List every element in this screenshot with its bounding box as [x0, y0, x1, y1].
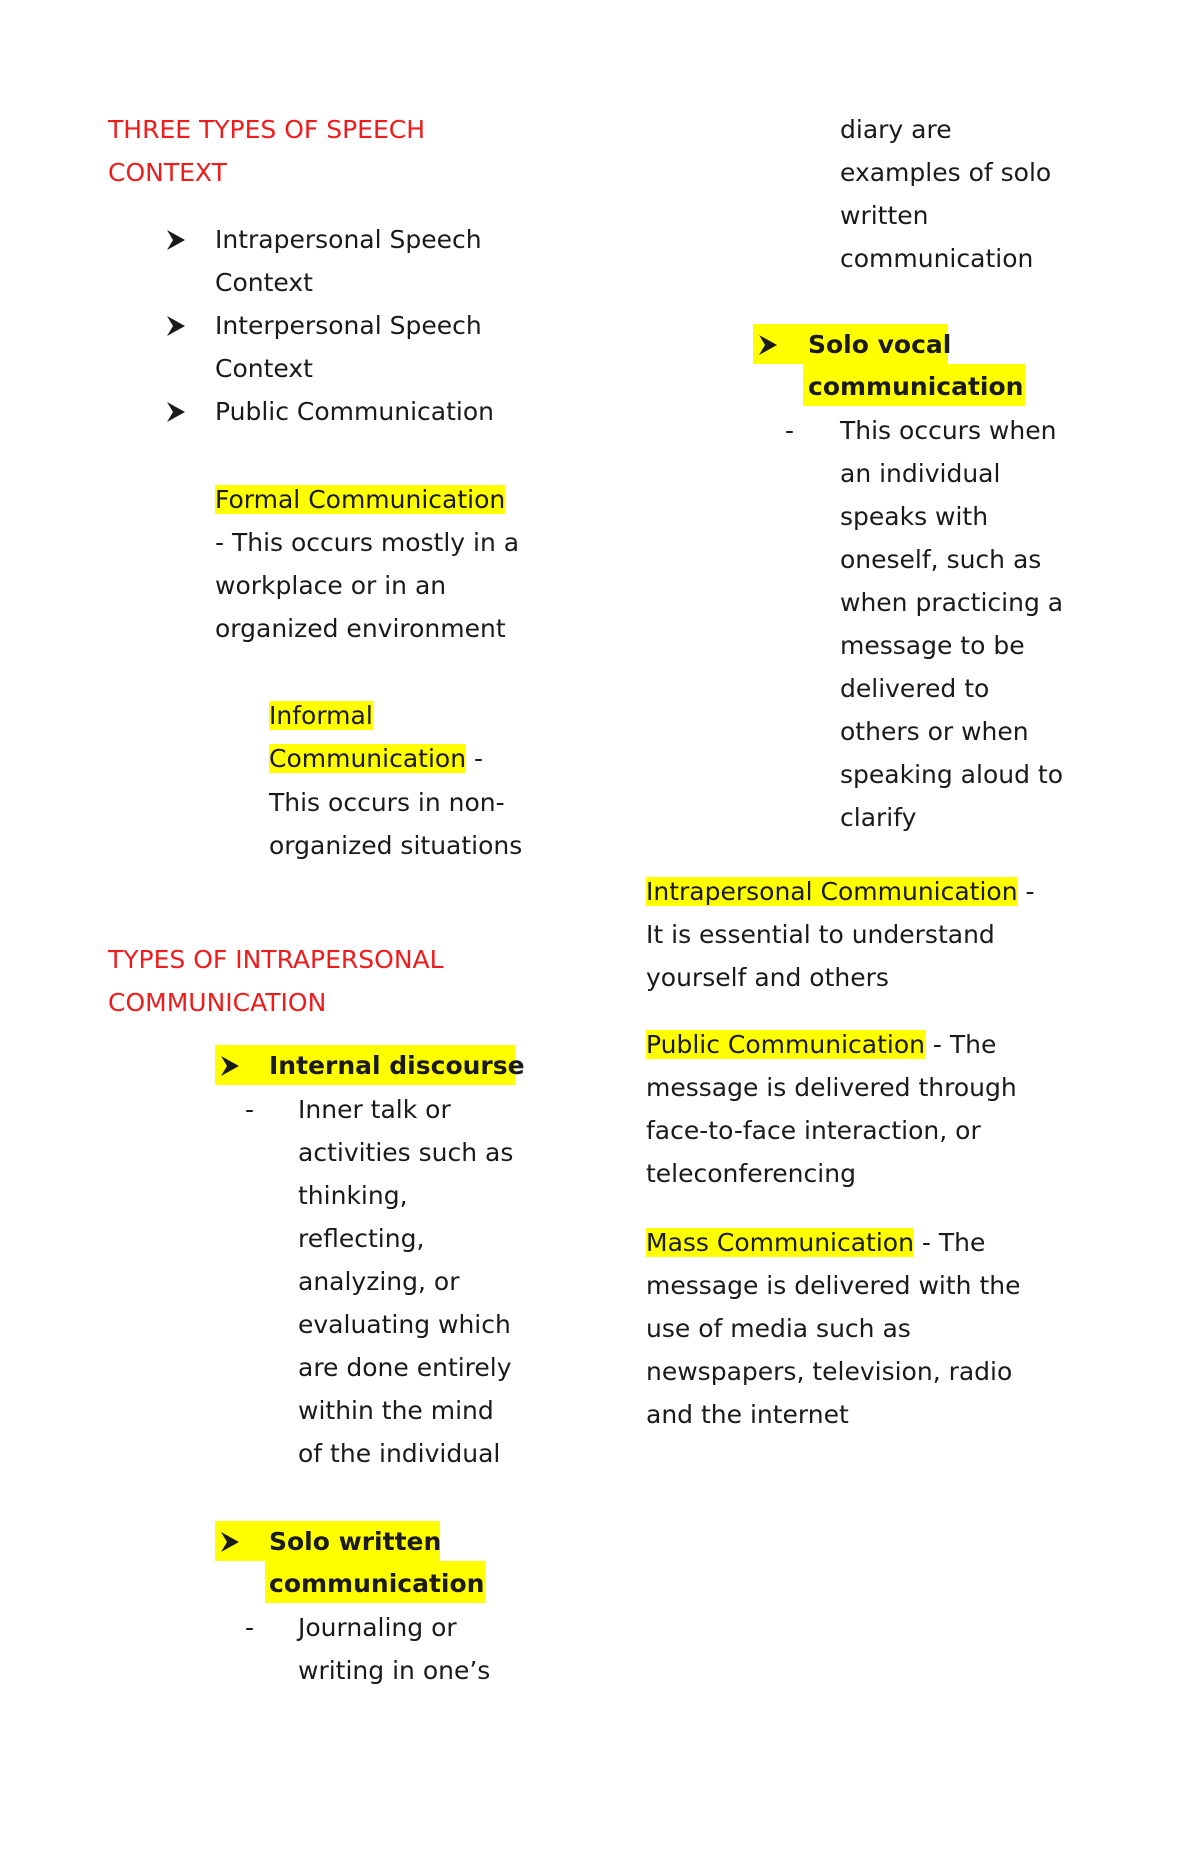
internal-desc-line2: activities such as [298, 1138, 514, 1167]
public-desc-line3: teleconferencing [646, 1159, 856, 1188]
bullet-interpersonal-line2: Context [215, 354, 313, 383]
informal-communication-term-part1: Informal [269, 701, 373, 730]
informal-communication-term-part2: Communication [269, 744, 467, 773]
solo-written-desc-line1: Journaling or [298, 1613, 457, 1642]
internal-desc-line1: Inner talk or [298, 1095, 451, 1124]
solo-vocal-desc-line6: message to be [840, 631, 1025, 660]
intrapersonal-communication-term: Intrapersonal Communication [646, 877, 1018, 906]
internal-desc-line4: reflecting, [298, 1224, 425, 1253]
solo-written-desc-line2: writing in one’s [298, 1656, 491, 1685]
arrow-bullet-icon [219, 1530, 241, 1554]
solo-written-dash: - [245, 1613, 255, 1642]
informal-term-line2 [269, 741, 483, 781]
intrapersonal-desc-line1: It is essential to understand [646, 920, 995, 949]
mass-desc-line1: message is delivered with the [646, 1271, 1021, 1300]
formal-term-line [215, 482, 505, 522]
internal-desc-line9: of the individual [298, 1439, 501, 1468]
continued-line1: diary are [840, 115, 952, 144]
public-rest: - The [924, 1030, 997, 1059]
public-desc-line1: message is delivered through [646, 1073, 1017, 1102]
formal-desc-line3: organized environment [215, 614, 506, 643]
intrapersonal-term-line [646, 874, 1035, 914]
bullet-interpersonal-line1: Interpersonal Speech [215, 311, 482, 340]
bullet-intrapersonal-line1: Intrapersonal Speech [215, 225, 482, 254]
informal-desc-line1: This occurs in non- [269, 788, 505, 817]
informal-dash: - [466, 744, 484, 773]
heading-types-intrapersonal-line2: COMMUNICATION [108, 988, 327, 1017]
internal-desc-line3: thinking, [298, 1181, 408, 1210]
public-communication-term: Public Communication [646, 1030, 925, 1059]
internal-desc-line7: are done entirely [298, 1353, 512, 1382]
arrow-bullet-icon [757, 333, 779, 357]
solo-vocal-desc-line1: This occurs when [840, 416, 1057, 445]
arrow-bullet-icon [165, 400, 187, 424]
solo-vocal-desc-line9: speaking aloud to [840, 760, 1063, 789]
mass-communication-term: Mass Communication [646, 1228, 914, 1257]
solo-written-title-line1: Solo written [269, 1527, 442, 1556]
heading-types-intrapersonal-line1: TYPES OF INTRAPERSONAL [108, 945, 444, 974]
solo-vocal-desc-line8: others or when [840, 717, 1029, 746]
continued-line2: examples of solo [840, 158, 1052, 187]
internal-desc-line6: evaluating which [298, 1310, 511, 1339]
continued-line4: communication [840, 244, 1034, 273]
formal-desc-line2: workplace or in an [215, 571, 447, 600]
solo-written-title-line2: communication [269, 1569, 485, 1598]
arrow-bullet-icon [165, 314, 187, 338]
heading-three-types-line2: CONTEXT [108, 158, 227, 187]
informal-desc-line2: organized situations [269, 831, 523, 860]
internal-discourse-dash: - [245, 1095, 255, 1124]
mass-rest: - The [913, 1228, 986, 1257]
mass-desc-line2: use of media such as [646, 1314, 911, 1343]
formal-communication-term: Formal Communication [215, 485, 506, 514]
informal-term-line1 [269, 698, 373, 738]
heading-three-types-line1: THREE TYPES OF SPEECH [108, 115, 426, 144]
solo-vocal-title-line2: communication [808, 372, 1024, 401]
arrow-bullet-icon [165, 228, 187, 252]
intrapersonal-desc-line2: yourself and others [646, 963, 889, 992]
mass-desc-line3: newspapers, television, radio [646, 1357, 1013, 1386]
solo-vocal-dash: - [785, 416, 795, 445]
internal-discourse-title: Internal discourse [269, 1051, 525, 1080]
solo-vocal-desc-line2: an individual [840, 459, 1001, 488]
mass-term-line [646, 1225, 985, 1265]
formal-desc-line1: - This occurs mostly in a [215, 528, 520, 557]
solo-vocal-desc-line4: oneself, such as [840, 545, 1042, 574]
solo-vocal-desc-line10: clarify [840, 803, 917, 832]
intrapersonal-dash: - [1017, 877, 1035, 906]
public-desc-line2: face-to-face interaction, or [646, 1116, 981, 1145]
bullet-public-communication: Public Communication [215, 397, 494, 426]
internal-desc-line8: within the mind [298, 1396, 494, 1425]
arrow-bullet-icon [219, 1054, 241, 1078]
continued-line3: written [840, 201, 929, 230]
internal-desc-line5: analyzing, or [298, 1267, 460, 1296]
solo-vocal-desc-line3: speaks with [840, 502, 989, 531]
public-term-line [646, 1027, 996, 1067]
solo-vocal-desc-line7: delivered to [840, 674, 990, 703]
bullet-intrapersonal-line2: Context [215, 268, 313, 297]
solo-vocal-desc-line5: when practicing a [840, 588, 1064, 617]
solo-vocal-title-line1: Solo vocal [808, 330, 952, 359]
mass-desc-line4: and the internet [646, 1400, 849, 1429]
